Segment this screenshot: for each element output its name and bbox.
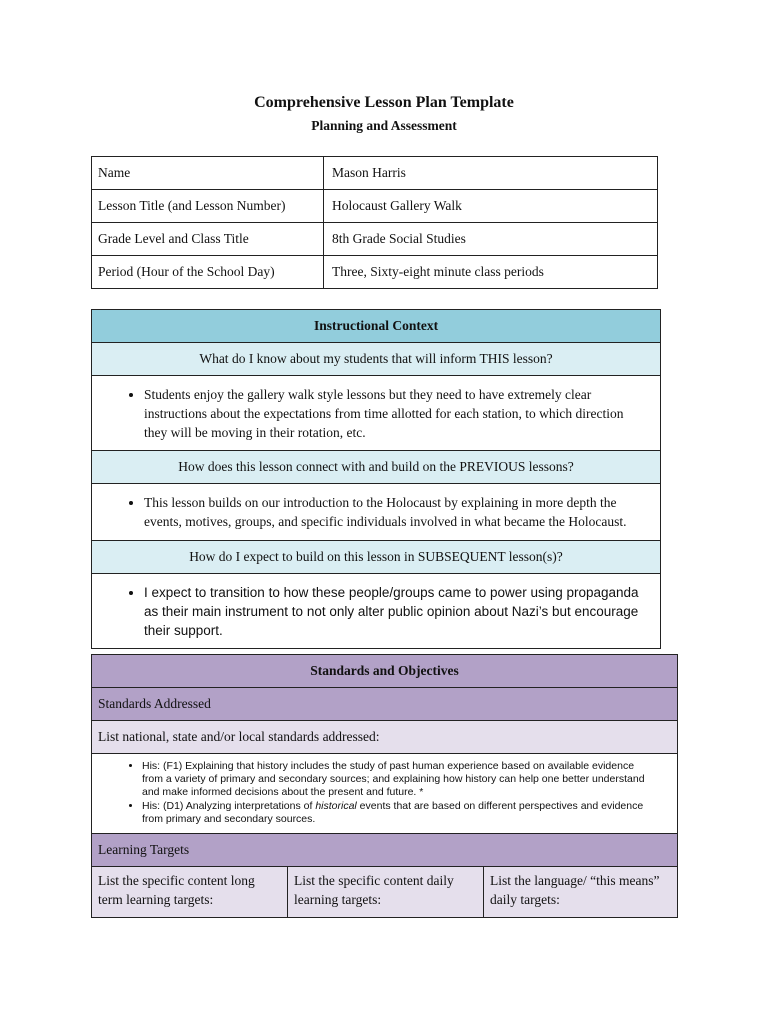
lesson-info-table: [91, 156, 658, 289]
standards-list-cell: [92, 754, 678, 834]
list-item: • His: (F1) Explaining that history includes the study of past human experience based on available evidence from a variety of primary and secondary sources; and explaining how history can help one better understand and make informed decisions about the present and future. *: [142, 760, 657, 799]
table-row: [92, 190, 658, 223]
section-heading: Standards and Objectives: [92, 655, 678, 688]
table-row: [92, 157, 658, 190]
context-answer-cell: [92, 574, 661, 649]
context-answer-cell: [92, 376, 661, 451]
target-prompt: List the specific content daily learning targets:: [288, 867, 484, 918]
table-row: [92, 256, 658, 289]
page-subtitle: Planning and Assessment: [311, 118, 457, 133]
learning-targets-label: Learning Targets: [92, 834, 678, 867]
target-prompt: List the specific content long term learning targets:: [92, 867, 288, 918]
list-item: • This lesson builds on our introduction to the Holocaust by explaining in more depth the events, motives, groups, and specific individuals involved in what became the Holocaust.: [144, 493, 640, 531]
list-item: • I expect to transition to how these people/groups came to power using propaganda as their main instrument to not only alter public opinion about Nazi’s but encourage their support.: [144, 583, 640, 640]
info-value: Holocaust Gallery Walk: [324, 190, 658, 223]
page-title: Comprehensive Lesson Plan Template: [254, 94, 514, 111]
target-prompt: List the language/ “this means” daily targets:: [484, 867, 678, 918]
info-value: Three, Sixty-eight minute class periods: [324, 256, 658, 289]
table-row: [92, 223, 658, 256]
info-label: Lesson Title (and Lesson Number): [92, 190, 324, 223]
instructional-context-table: [91, 309, 661, 649]
standards-addressed-label: Standards Addressed: [92, 688, 678, 721]
context-question: How do I expect to build on this lesson in SUBSEQUENT lesson(s)?: [92, 541, 661, 574]
section-heading: Instructional Context: [92, 310, 661, 343]
list-item: • Students enjoy the gallery walk style lessons but they need to have extremely clear instructions about the expectations from time allotted for each station, to which direction they will be moving in their rotation, etc.: [144, 385, 640, 442]
standards-objectives-table: [91, 654, 678, 918]
context-answer-cell: [92, 484, 661, 541]
list-item: • His: (D1) Analyzing interpretations of historical events that are based on different perspectives and evidence from primary and secondary sources.: [142, 800, 657, 826]
info-value: 8th Grade Social Studies: [324, 223, 658, 256]
context-question: What do I know about my students that will inform THIS lesson?: [92, 343, 661, 376]
info-label: Grade Level and Class Title: [92, 223, 324, 256]
info-label: Period (Hour of the School Day): [92, 256, 324, 289]
info-label: Name: [92, 157, 324, 190]
context-question: How does this lesson connect with and build on the PREVIOUS lessons?: [92, 451, 661, 484]
info-value: Mason Harris: [324, 157, 658, 190]
standards-list-prompt: List national, state and/or local standards addressed:: [92, 721, 678, 754]
